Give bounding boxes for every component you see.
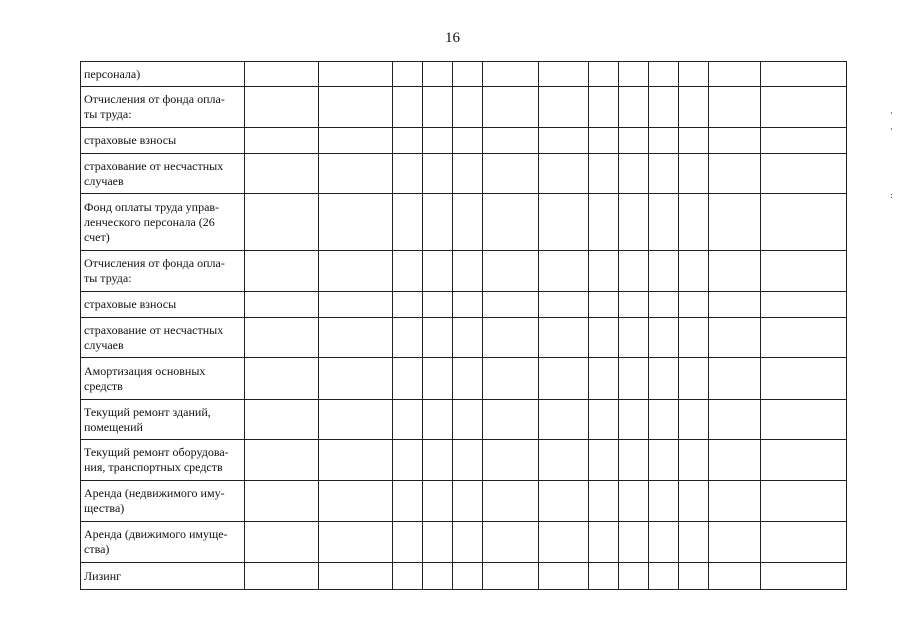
empty-cell bbox=[761, 154, 847, 194]
cost-table bbox=[80, 61, 847, 590]
empty-cell bbox=[761, 251, 847, 292]
empty-cell bbox=[709, 62, 761, 87]
empty-cell bbox=[453, 62, 483, 87]
empty-cell bbox=[709, 154, 761, 194]
empty-cell bbox=[423, 440, 453, 481]
empty-cell bbox=[619, 154, 649, 194]
empty-cell bbox=[709, 318, 761, 358]
empty-cell bbox=[709, 87, 761, 128]
empty-cell bbox=[423, 358, 453, 400]
empty-cell bbox=[679, 563, 709, 590]
row-label: персонала) bbox=[81, 62, 245, 87]
page-number: 16 bbox=[445, 30, 460, 46]
empty-cell bbox=[423, 62, 453, 87]
empty-cell bbox=[423, 400, 453, 440]
table-body bbox=[81, 62, 847, 590]
table-row bbox=[81, 128, 847, 154]
empty-cell bbox=[619, 400, 649, 440]
row-label: Амортизация основных средств bbox=[81, 358, 245, 400]
empty-cell bbox=[319, 358, 393, 400]
empty-cell bbox=[319, 481, 393, 522]
empty-cell bbox=[679, 154, 709, 194]
empty-cell bbox=[539, 358, 589, 400]
empty-cell bbox=[589, 563, 619, 590]
empty-cell bbox=[649, 400, 679, 440]
row-label: страхование от несчастных случаев bbox=[81, 154, 245, 194]
row-label: Текущий ремонт зданий, помещений bbox=[81, 400, 245, 440]
row-label: Отчисления от фонда опла- ты труда: bbox=[81, 87, 245, 128]
empty-cell bbox=[393, 400, 423, 440]
empty-cell bbox=[589, 292, 619, 318]
empty-cell bbox=[589, 128, 619, 154]
empty-cell bbox=[589, 154, 619, 194]
empty-cell bbox=[679, 128, 709, 154]
empty-cell bbox=[589, 400, 619, 440]
empty-cell bbox=[709, 440, 761, 481]
empty-cell bbox=[709, 251, 761, 292]
empty-cell bbox=[483, 251, 539, 292]
empty-cell bbox=[393, 251, 423, 292]
empty-cell bbox=[619, 358, 649, 400]
scan-margin-marks: ' ' : bbox=[889, 111, 894, 200]
empty-cell bbox=[539, 318, 589, 358]
empty-cell bbox=[319, 440, 393, 481]
empty-cell bbox=[539, 87, 589, 128]
empty-cell bbox=[589, 440, 619, 481]
empty-cell bbox=[649, 563, 679, 590]
empty-cell bbox=[619, 522, 649, 563]
table-row bbox=[81, 563, 847, 590]
empty-cell bbox=[679, 400, 709, 440]
empty-cell bbox=[619, 128, 649, 154]
empty-cell bbox=[679, 481, 709, 522]
empty-cell bbox=[589, 358, 619, 400]
empty-cell bbox=[539, 563, 589, 590]
table-row bbox=[81, 292, 847, 318]
empty-cell bbox=[319, 87, 393, 128]
row-label: страхование от несчастных случаев bbox=[81, 318, 245, 358]
empty-cell bbox=[709, 563, 761, 590]
empty-cell bbox=[483, 87, 539, 128]
empty-cell bbox=[709, 522, 761, 563]
empty-cell bbox=[393, 318, 423, 358]
empty-cell bbox=[589, 87, 619, 128]
empty-cell bbox=[423, 128, 453, 154]
empty-cell bbox=[761, 194, 847, 251]
empty-cell bbox=[761, 481, 847, 522]
empty-cell bbox=[245, 481, 319, 522]
empty-cell bbox=[539, 481, 589, 522]
empty-cell bbox=[679, 358, 709, 400]
empty-cell bbox=[483, 318, 539, 358]
empty-cell bbox=[245, 251, 319, 292]
empty-cell bbox=[319, 128, 393, 154]
empty-cell bbox=[483, 194, 539, 251]
row-label: Аренда (недвижимого иму- щества) bbox=[81, 481, 245, 522]
empty-cell bbox=[679, 440, 709, 481]
empty-cell bbox=[589, 251, 619, 292]
empty-cell bbox=[319, 292, 393, 318]
empty-cell bbox=[245, 87, 319, 128]
row-label: Текущий ремонт оборудова- ния, транспортных средств bbox=[81, 440, 245, 481]
empty-cell bbox=[423, 318, 453, 358]
table-row bbox=[81, 440, 847, 481]
empty-cell bbox=[589, 522, 619, 563]
empty-cell bbox=[649, 440, 679, 481]
empty-cell bbox=[483, 563, 539, 590]
empty-cell bbox=[679, 292, 709, 318]
empty-cell bbox=[649, 62, 679, 87]
empty-cell bbox=[539, 522, 589, 563]
empty-cell bbox=[619, 440, 649, 481]
empty-cell bbox=[539, 128, 589, 154]
empty-cell bbox=[393, 292, 423, 318]
empty-cell bbox=[245, 318, 319, 358]
empty-cell bbox=[393, 563, 423, 590]
empty-cell bbox=[319, 563, 393, 590]
empty-cell bbox=[319, 154, 393, 194]
empty-cell bbox=[423, 251, 453, 292]
empty-cell bbox=[319, 400, 393, 440]
empty-cell bbox=[649, 251, 679, 292]
empty-cell bbox=[649, 292, 679, 318]
empty-cell bbox=[649, 358, 679, 400]
empty-cell bbox=[619, 251, 649, 292]
row-label: Фонд оплаты труда управ- ленческого персонала (26 счет) bbox=[81, 194, 245, 251]
empty-cell bbox=[619, 481, 649, 522]
empty-cell bbox=[393, 522, 423, 563]
table-row bbox=[81, 87, 847, 128]
empty-cell bbox=[393, 440, 423, 481]
empty-cell bbox=[483, 128, 539, 154]
row-label: Лизинг bbox=[81, 563, 245, 590]
empty-cell bbox=[453, 358, 483, 400]
empty-cell bbox=[619, 318, 649, 358]
row-label: страховые взносы bbox=[81, 128, 245, 154]
empty-cell bbox=[709, 194, 761, 251]
empty-cell bbox=[483, 522, 539, 563]
empty-cell bbox=[393, 481, 423, 522]
empty-cell bbox=[453, 292, 483, 318]
empty-cell bbox=[453, 440, 483, 481]
table-row bbox=[81, 358, 847, 400]
empty-cell bbox=[393, 194, 423, 251]
table-row bbox=[81, 318, 847, 358]
empty-cell bbox=[709, 292, 761, 318]
table-row bbox=[81, 62, 847, 87]
empty-cell bbox=[423, 87, 453, 128]
empty-cell bbox=[649, 87, 679, 128]
empty-cell bbox=[619, 194, 649, 251]
empty-cell bbox=[453, 251, 483, 292]
table-row bbox=[81, 400, 847, 440]
empty-cell bbox=[619, 87, 649, 128]
empty-cell bbox=[539, 194, 589, 251]
empty-cell bbox=[589, 318, 619, 358]
empty-cell bbox=[589, 481, 619, 522]
row-label: Отчисления от фонда опла- ты труда: bbox=[81, 251, 245, 292]
empty-cell bbox=[619, 563, 649, 590]
empty-cell bbox=[649, 318, 679, 358]
empty-cell bbox=[709, 358, 761, 400]
empty-cell bbox=[319, 251, 393, 292]
empty-cell bbox=[761, 128, 847, 154]
empty-cell bbox=[453, 318, 483, 358]
row-label: Аренда (движимого имуще- ства) bbox=[81, 522, 245, 563]
empty-cell bbox=[453, 563, 483, 590]
empty-cell bbox=[619, 292, 649, 318]
empty-cell bbox=[423, 292, 453, 318]
empty-cell bbox=[761, 62, 847, 87]
empty-cell bbox=[483, 358, 539, 400]
empty-cell bbox=[423, 154, 453, 194]
empty-cell bbox=[679, 194, 709, 251]
empty-cell bbox=[393, 358, 423, 400]
empty-cell bbox=[539, 154, 589, 194]
table-row bbox=[81, 154, 847, 194]
empty-cell bbox=[679, 318, 709, 358]
empty-cell bbox=[539, 62, 589, 87]
empty-cell bbox=[453, 128, 483, 154]
empty-cell bbox=[709, 128, 761, 154]
empty-cell bbox=[245, 292, 319, 318]
empty-cell bbox=[245, 400, 319, 440]
empty-cell bbox=[761, 563, 847, 590]
empty-cell bbox=[483, 292, 539, 318]
empty-cell bbox=[453, 154, 483, 194]
table-row bbox=[81, 251, 847, 292]
empty-cell bbox=[761, 440, 847, 481]
empty-cell bbox=[245, 128, 319, 154]
empty-cell bbox=[423, 563, 453, 590]
empty-cell bbox=[245, 440, 319, 481]
empty-cell bbox=[709, 400, 761, 440]
empty-cell bbox=[589, 194, 619, 251]
empty-cell bbox=[483, 440, 539, 481]
empty-cell bbox=[393, 87, 423, 128]
empty-cell bbox=[483, 481, 539, 522]
empty-cell bbox=[649, 194, 679, 251]
empty-cell bbox=[539, 400, 589, 440]
table-row bbox=[81, 194, 847, 251]
empty-cell bbox=[423, 481, 453, 522]
empty-cell bbox=[539, 251, 589, 292]
empty-cell bbox=[619, 62, 649, 87]
empty-cell bbox=[423, 522, 453, 563]
empty-cell bbox=[679, 62, 709, 87]
empty-cell bbox=[761, 318, 847, 358]
empty-cell bbox=[483, 400, 539, 440]
empty-cell bbox=[245, 154, 319, 194]
empty-cell bbox=[245, 522, 319, 563]
empty-cell bbox=[679, 87, 709, 128]
empty-cell bbox=[649, 481, 679, 522]
empty-cell bbox=[761, 292, 847, 318]
empty-cell bbox=[649, 128, 679, 154]
empty-cell bbox=[319, 522, 393, 563]
empty-cell bbox=[453, 87, 483, 128]
empty-cell bbox=[589, 62, 619, 87]
table-row bbox=[81, 481, 847, 522]
empty-cell bbox=[761, 522, 847, 563]
empty-cell bbox=[393, 154, 423, 194]
empty-cell bbox=[649, 522, 679, 563]
empty-cell bbox=[319, 194, 393, 251]
empty-cell bbox=[423, 194, 453, 251]
empty-cell bbox=[393, 128, 423, 154]
empty-cell bbox=[245, 62, 319, 87]
empty-cell bbox=[319, 318, 393, 358]
empty-cell bbox=[483, 154, 539, 194]
empty-cell bbox=[761, 400, 847, 440]
empty-cell bbox=[453, 522, 483, 563]
empty-cell bbox=[245, 194, 319, 251]
empty-cell bbox=[245, 563, 319, 590]
empty-cell bbox=[761, 87, 847, 128]
empty-cell bbox=[649, 154, 679, 194]
empty-cell bbox=[453, 194, 483, 251]
empty-cell bbox=[761, 358, 847, 400]
empty-cell bbox=[393, 62, 423, 87]
empty-cell bbox=[483, 62, 539, 87]
empty-cell bbox=[245, 358, 319, 400]
empty-cell bbox=[539, 292, 589, 318]
empty-cell bbox=[539, 440, 589, 481]
empty-cell bbox=[453, 481, 483, 522]
empty-cell bbox=[453, 400, 483, 440]
table-row bbox=[81, 522, 847, 563]
empty-cell bbox=[709, 481, 761, 522]
empty-cell bbox=[679, 522, 709, 563]
row-label: страховые взносы bbox=[81, 292, 245, 318]
empty-cell bbox=[679, 251, 709, 292]
empty-cell bbox=[319, 62, 393, 87]
